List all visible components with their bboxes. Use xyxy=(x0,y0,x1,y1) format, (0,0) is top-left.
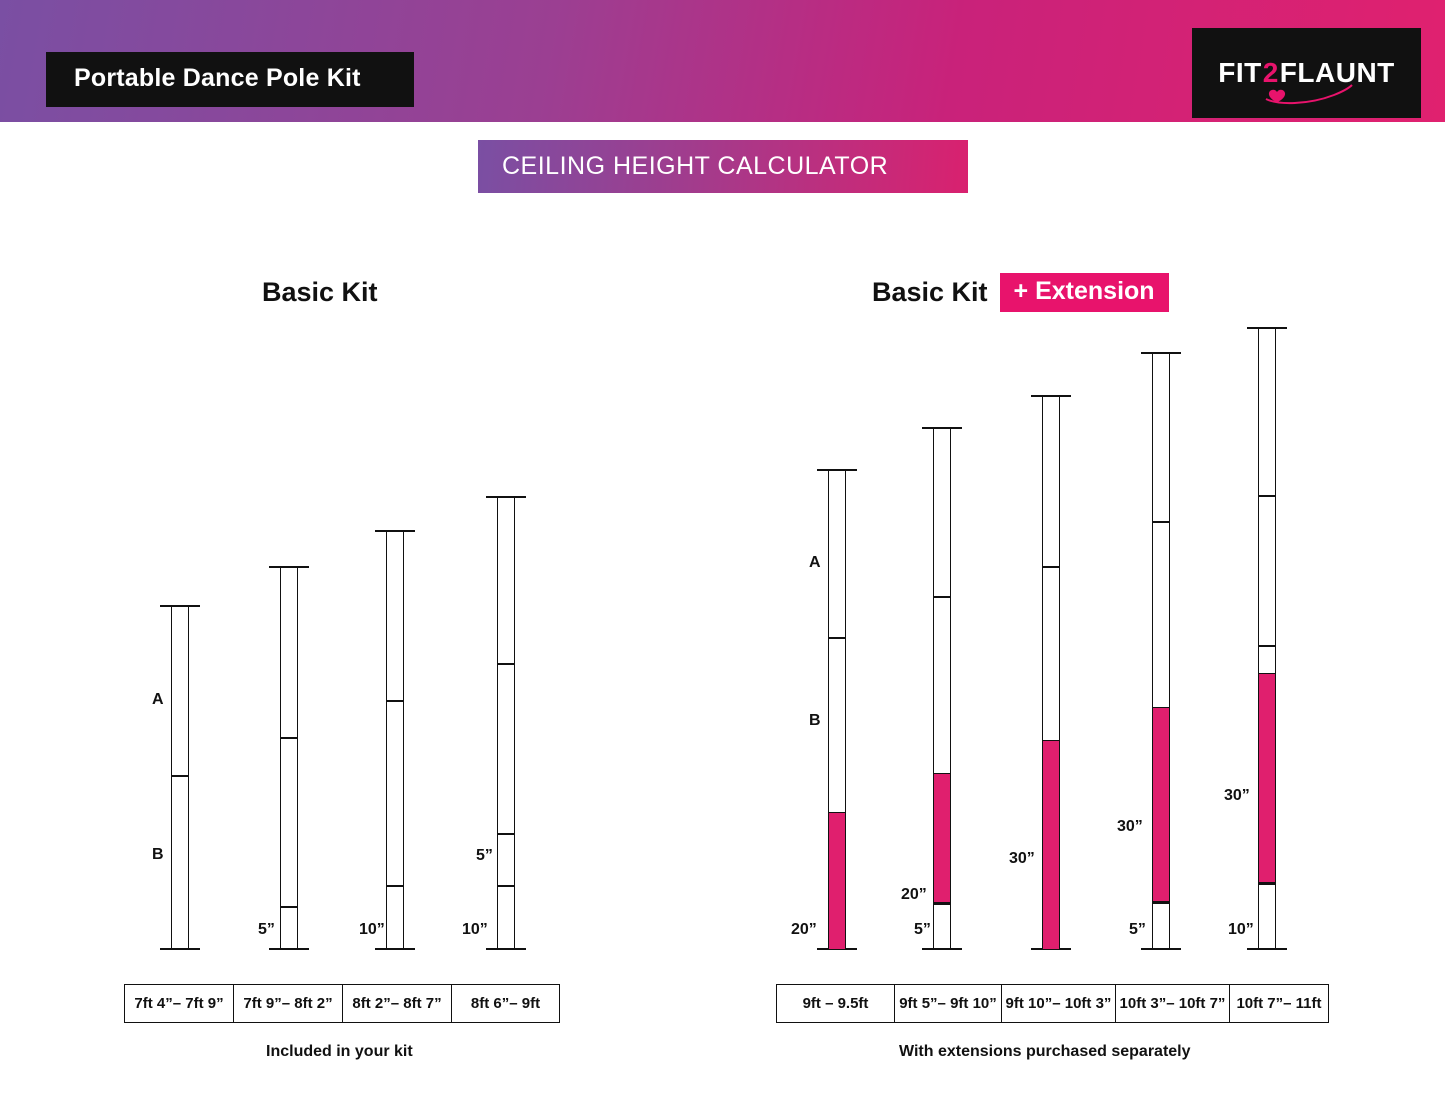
pole-tube xyxy=(386,531,404,950)
pole-tube xyxy=(280,567,298,950)
calculator-title: CEILING HEIGHT CALCULATOR xyxy=(502,152,889,180)
extension-label: 20” xyxy=(901,886,927,903)
extension-label: 30” xyxy=(1224,787,1250,804)
extension-label: 20” xyxy=(791,921,817,938)
basic-range-table xyxy=(124,984,560,1023)
pole-top-cap xyxy=(922,427,962,429)
extension-label: 10” xyxy=(462,921,488,938)
pole-joint xyxy=(1258,495,1276,497)
pole-top-cap xyxy=(1141,352,1181,354)
extension-segment xyxy=(1042,740,1060,950)
extension-range-table xyxy=(776,984,1329,1023)
extension-label: 10” xyxy=(359,921,385,938)
pole-top-cap xyxy=(817,469,857,471)
basic-kit-title xyxy=(262,277,378,308)
pole-base-plate xyxy=(1247,948,1287,950)
extension-footnote: With extensions purchased separately xyxy=(899,1043,1191,1060)
pole-joint xyxy=(1042,566,1060,568)
pole-joint xyxy=(497,885,515,887)
pole-joint xyxy=(1152,521,1170,523)
pole-joint xyxy=(497,833,515,835)
range-cell: 9ft – 9.5ft xyxy=(776,984,894,1023)
range-cell: 8ft 2”– 8ft 7” xyxy=(342,984,451,1023)
pole-base-plate xyxy=(1141,948,1181,950)
range-cell: 8ft 6”– 9ft xyxy=(451,984,560,1023)
pole-joint xyxy=(171,775,189,777)
pole-base-plate xyxy=(160,948,200,950)
extension-label: 5” xyxy=(258,921,275,938)
heart-swoosh-icon xyxy=(1264,83,1356,105)
pole-joint xyxy=(828,637,846,639)
extension-label: 5” xyxy=(1129,921,1146,938)
extension-badge: + Extension xyxy=(1000,273,1169,312)
pole-tube xyxy=(171,606,189,950)
range-cell: 9ft 10”– 10ft 3” xyxy=(1001,984,1115,1023)
extension-label: 30” xyxy=(1009,850,1035,867)
extension-label: 30” xyxy=(1117,818,1143,835)
range-cell: 10ft 3”– 10ft 7” xyxy=(1115,984,1229,1023)
logo-text-part1: FIT xyxy=(1218,57,1262,88)
product-title: Portable Dance Pole Kit xyxy=(74,64,361,92)
extension-label: 5” xyxy=(476,847,493,864)
extension-segment xyxy=(1258,673,1276,883)
pole-joint xyxy=(1258,883,1276,885)
pole-joint xyxy=(386,700,404,702)
logo-slash: 2 xyxy=(1262,57,1279,88)
segment-label-a: A xyxy=(809,554,821,571)
segment-label-a: A xyxy=(152,691,164,708)
pole-joint xyxy=(280,737,298,739)
brand-logo xyxy=(1192,28,1421,118)
pole-tube xyxy=(497,497,515,950)
pole-top-cap xyxy=(486,496,526,498)
extension-kit-title xyxy=(872,273,1169,312)
extension-label: 5” xyxy=(914,921,931,938)
extension-segment xyxy=(828,812,846,950)
pole-top-cap xyxy=(269,566,309,568)
extension-kit-title-text: Basic Kit xyxy=(872,277,988,307)
range-cell: 7ft 9”– 8ft 2” xyxy=(233,984,342,1023)
pole-joint xyxy=(497,663,515,665)
extension-segment xyxy=(933,773,951,903)
pole-joint xyxy=(1258,645,1276,647)
pole-joint xyxy=(280,906,298,908)
basic-kit-title-text: Basic Kit xyxy=(262,277,378,307)
pole-base-plate xyxy=(269,948,309,950)
pole-top-cap xyxy=(375,530,415,532)
segment-label-b: B xyxy=(809,712,821,729)
pole-joint xyxy=(933,596,951,598)
product-title-badge xyxy=(46,52,414,107)
extension-segment xyxy=(1152,707,1170,902)
pole-base-plate xyxy=(375,948,415,950)
pole-joint xyxy=(933,903,951,905)
basic-footnote: Included in your kit xyxy=(266,1043,413,1060)
pole-top-cap xyxy=(160,605,200,607)
range-cell: 7ft 4”– 7ft 9” xyxy=(124,984,233,1023)
segment-label-b: B xyxy=(152,846,164,863)
range-cell: 9ft 5”– 9ft 10” xyxy=(894,984,1001,1023)
calculator-header xyxy=(478,140,968,193)
extension-label: 10” xyxy=(1228,921,1254,938)
pole-joint xyxy=(386,885,404,887)
pole-top-cap xyxy=(1247,327,1287,329)
pole-base-plate xyxy=(486,948,526,950)
logo-text-part2: FLAUNT xyxy=(1279,57,1395,88)
range-cell: 10ft 7”– 11ft xyxy=(1229,984,1329,1023)
pole-joint xyxy=(1152,902,1170,904)
pole-base-plate xyxy=(922,948,962,950)
pole-top-cap xyxy=(1031,395,1071,397)
